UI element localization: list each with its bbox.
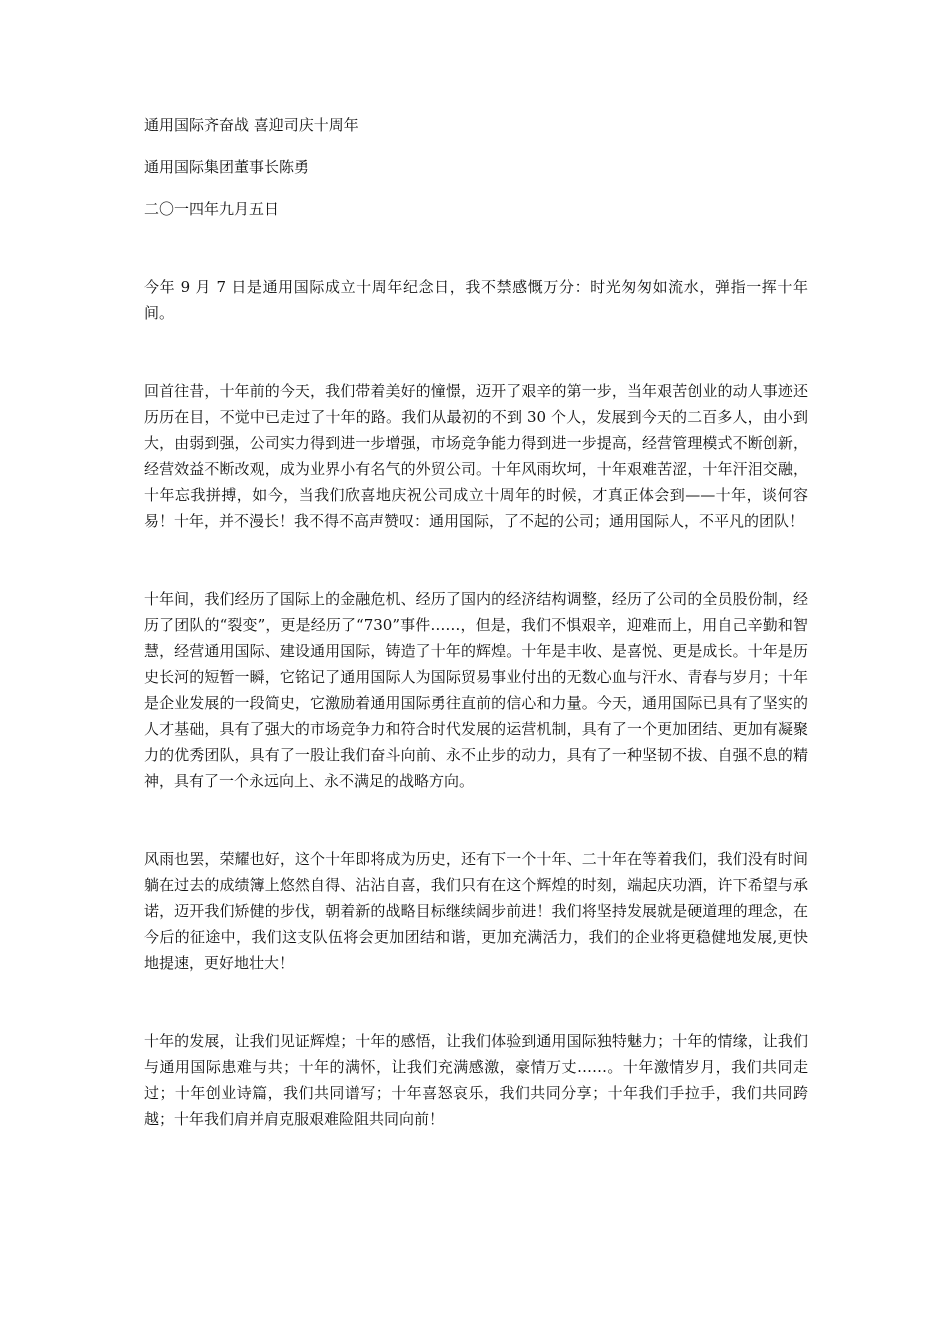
paragraph-4: 风雨也罢，荣耀也好，这个十年即将成为历史，还有下一个十年、二十年在等着我们，我们没有时间躺在过去的成绩簿上悠然自得、沾沾自喜，我们只有在这个辉煌的时刻，端起庆功酒，许下希望与承诺，迈开我们矫健的步伐，朝着新的战略目标继续阔步前进！我们将坚持发展就是硬道理的理念，在今后的征途中，我们这支队伍将会更加团结和谐，更加充满活力，我们的企业将更稳健地发展,更快地提速，更好地壮大！	[144, 850, 808, 972]
document-author: 通用国际集团董事长陈勇	[144, 158, 310, 176]
paragraph-2: 回首往昔，十年前的今天，我们带着美好的憧憬，迈开了艰辛的第一步，当年艰苦创业的动人事迹还历历在目，不觉中已走过了十年的路。我们从最初的不到 30 个人，发展到今天的二百多人，由小到大，由弱到强，公司实力得到进一步增强，市场竞争能力得到进一步提高，经营管理模式不断创新，经营效益不断改观，成为业界小有名气的外贸公司。十年风雨坎坷，十年艰难苦涩，十年汗泪交融，十年忘我拼搏，如今，当我们欣喜地庆祝公司成立十周年的时候，才真正体会到——十年，谈何容易！十年，并不漫长！我不得不高声赞叹：通用国际，了不起的公司；通用国际人，不平凡的团队！	[144, 382, 808, 530]
paragraph-3: 十年间，我们经历了国际上的金融危机、经历了国内的经济结构调整，经历了公司的全员股份制，经历了团队的“裂变”，更是经历了“730”事件……，但是，我们不惧艰辛，迎难而上，用自己辛勤和智慧，经营通用国际、建设通用国际，铸造了十年的辉煌。十年是丰收、是喜悦、更是成长。十年是历史长河的短暂一瞬，它铭记了通用国际人为国际贸易事业付出的无数心血与汗水、青春与岁月；十年是企业发展的一段简史，它激励着通用国际勇往直前的信心和力量。今天，通用国际已具有了坚实的人才基础，具有了强大的市场竞争力和符合时代发展的运营机制，具有了一个更加团结、更加有凝聚力的优秀团队，具有了一股让我们奋斗向前、永不止步的动力，具有了一种坚韧不拔、自强不息的精神，具有了一个永远向上、永不满足的战略方向。	[144, 590, 808, 790]
paragraph-1: 今年 9 月 7 日是通用国际成立十周年纪念日，我不禁感慨万分：时光匆匆如流水，弹指一挥十年间。	[144, 278, 808, 322]
document-body	[144, 112, 808, 1132]
paragraph-5: 十年的发展，让我们见证辉煌；十年的感悟，让我们体验到通用国际独特魅力；十年的情缘，让我们与通用国际患难与共；十年的满怀，让我们充满感激，豪情万丈……。十年激情岁月，我们共同走过；十年创业诗篇，我们共同谱写；十年喜怒哀乐，我们共同分享；十年我们手拉手，我们共同跨越；十年我们肩并肩克服艰难险阻共同向前！	[144, 1032, 808, 1128]
document-title: 通用国际齐奋战 喜迎司庆十周年	[144, 116, 359, 134]
document-date: 二〇一四年九月五日	[144, 200, 280, 218]
